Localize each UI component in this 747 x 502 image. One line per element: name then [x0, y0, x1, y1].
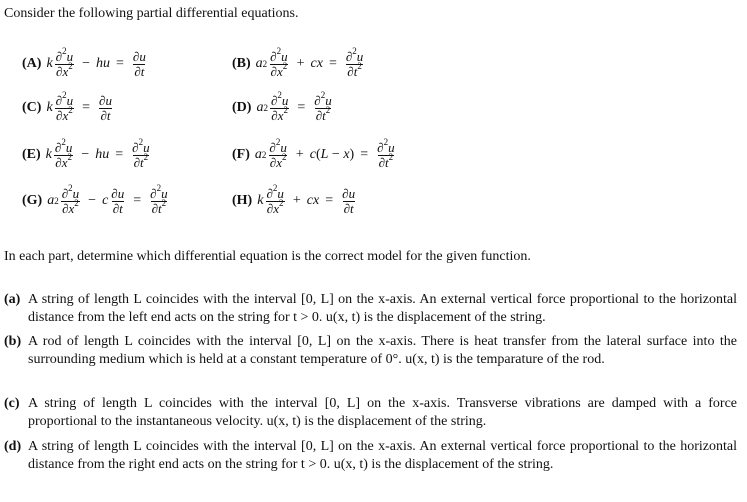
equation-d: (D) a 2 $\frac{\partial^2u}{\partial x^2}$ = $\frac{\partial^2u}{\partial t^2}$ [232, 90, 332, 123]
question-b-label: (b) [4, 334, 22, 349]
equation-g-label: (G) [22, 193, 43, 208]
equation-d-label: (D) [232, 100, 252, 115]
question-d-label: (d) [4, 439, 22, 454]
equation-b: (B) a 2 $\frac{\partial^2u}{\partial x^2}$ + cx = $\frac{\partial^2u}{\partial t^2}$ [232, 46, 364, 79]
equation-e-label: (E) [22, 147, 41, 162]
instruction-text: In each part, determine which differential equation is the correct model for the given function. [4, 249, 531, 264]
equation-a: (A) k $\frac{\partial^2u}{\partial x^2}$ − hu = $\frac{\partial u}{\partial t}$ [22, 46, 146, 79]
equation-h: (H) k $\frac{\partial^2u}{\partial x^2}$ + cx = $\frac{\partial u}{\partial t}$ [232, 183, 356, 216]
question-b-text: A rod of length L coincides with the interval [0, L] on the x-axis. There is heat transfer from the lateral surface into the surrounding medium which is held at a constant temperature of 0°. u(x, t) is the temparature of the rod. [28, 334, 737, 367]
equation-c: (C) k $\frac{\partial^2u}{\partial x^2}$ = $\frac{\partial u}{\partial t}$ [22, 90, 112, 123]
equation-f-label: (F) [232, 147, 250, 162]
equation-g: (G) a 2 $\frac{\partial^2u}{\partial x^2}$ − c $\frac{\partial u}{\partial t}$ = $\frac{\partial^2u}{\partial t^2}$ [22, 183, 168, 216]
question-c [4, 395, 737, 431]
question-d [4, 438, 737, 474]
equation-e: (E) k $\frac{\partial^2u}{\partial x^2}$ − hu = $\frac{\partial^2u}{\partial t^2}$ [22, 137, 150, 170]
question-c-label: (c) [4, 396, 20, 411]
equation-b-label: (B) [232, 56, 251, 71]
question-c-text: A string of length L coincides with the interval [0, L] on the x-axis. Transverse vibrations are damped with a force proportional to the instantaneous velocity. u(x, t) is the displacement of the string. [28, 396, 737, 429]
question-b [4, 333, 737, 369]
equation-c-label: (C) [22, 100, 42, 115]
question-d-text: A string of length L coincides with the interval [0, L] on the x-axis. An external vertical force proportional to the horizontal distance from the right end acts on the string for t > 0. u(x, t) is the displacement of the string. [28, 439, 737, 472]
question-a-label: (a) [4, 292, 21, 307]
question-a-text: A string of length L coincides with the interval [0, L] on the x-axis. An external vertical force proportional to the horizontal distance from the left end acts on the string for t > 0. u(x, t) is the displacement of the string. [28, 292, 737, 325]
equation-f: (F) a 2 $\frac{\partial^2u}{\partial x^2}$ + c(L − x) = $\frac{\partial^2u}{\partial t^2}$ [232, 137, 395, 170]
intro-text: Consider the following partial differential equations. [4, 6, 299, 21]
equation-h-label: (H) [232, 193, 253, 208]
question-a [4, 291, 737, 327]
equation-a-label: (A) [22, 56, 42, 71]
